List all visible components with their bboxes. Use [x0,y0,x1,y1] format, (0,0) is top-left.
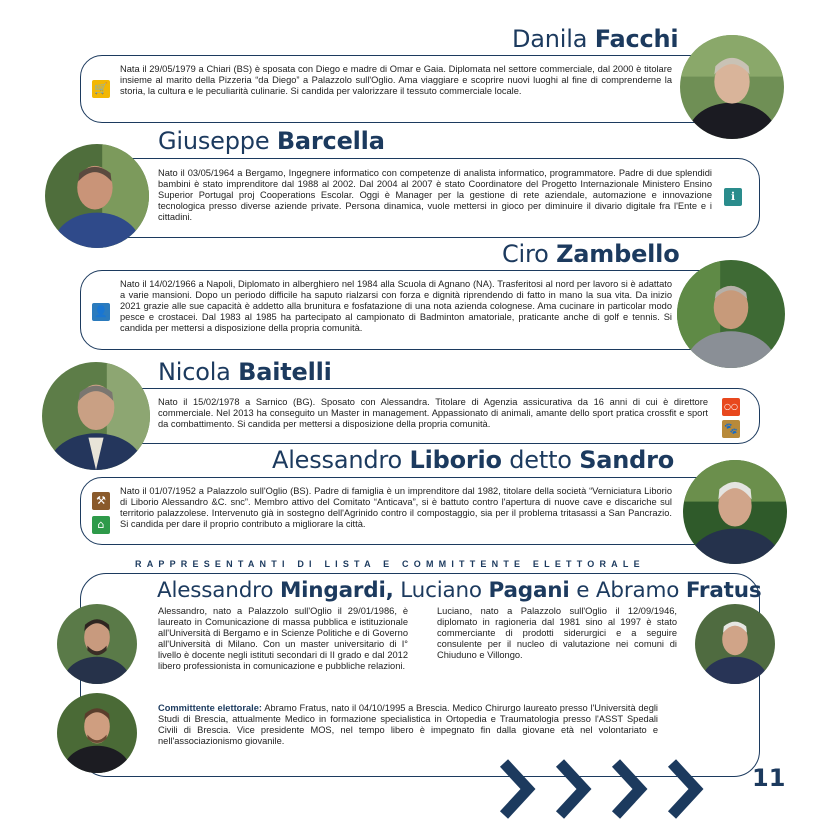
representatives-names [157,578,761,603]
conjunction: e [576,578,590,603]
portrait-photo [42,362,150,470]
person-name [158,358,332,386]
person-name [158,127,385,155]
first-name: Nicola [158,358,231,386]
last-name: Facchi [594,25,679,53]
first-name: Danila [512,25,588,53]
bio-mingardi: Alessandro, nato a Palazzolo sull'Oglio il 29/01/1986, è laureato in Comunicazione di massa pubblica e istituzionale all'Università di Bergamo e in Scienze Politiche e di Governo all'Università di Milano. Con un master universitario di I° livello è docente negli istituti secondari di II grado e dal 2012 libero professionista in comunicazione e pubbliche relazioni. [158,606,408,672]
first-name: Ciro [502,240,549,268]
bio-text: Nato il 03/05/1964 a Bergamo, Ingegnere informatico con competenze di analista informatico, programmatore. Padre di due splendidi bambini è stato imprenditore dal 1988 al 2002. Dal 2004 al 2007 è stato Coordinatore del Progetto Internazionale Ministero Ensino Superior Portugal proj Cooperations Escolar. Oggi è Manager per la gestione di rete aziendale, automazione e innovazione tecnologica presso diverse aziende private. Persona dinamica, vuole mettersi in gioco per diminuire il divario digitale fra l'Ente e i cittadini. [158,168,712,223]
worker-icon: ⚒ [92,492,110,510]
portrait-photo [45,144,149,248]
first-name: Alessandro [157,578,274,603]
last-name: Liborio [409,446,502,474]
portrait-photo-fratus [57,693,137,773]
shopping-cart-icon: 🛒 [92,80,110,98]
bio-text: Nato il 14/02/1966 a Napoli, Diplomato in alberghiero nel 1984 alla Scuola di Agnano (NA). Trasferitosi al nord per lavoro si è adattato a varie mansioni. Dopo un periodo difficile ha saputo rialzarsi con forza e dignità riprendendo di fatto in mano la sua vita. Da inizio 2021 grazie alle sue capacità è addetto alla brunitura e fosfatazione di una nota azienda colognese. Ama cucinare in particolar modo pesce e crostacei. Dal 1983 al 1985 ha partecipato al campionato di Badminton amatoriale, praticante anche di golf e tennis. Si candida per mettersi a disposizione della propria comunità. [120,279,672,334]
portrait-photo [680,35,784,139]
olympic-rings-icon: ○○ [722,398,740,416]
bio-text: Nata il 29/05/1979 a Chiari (BS) è sposata con Diego e madre di Omar e Gaia. Diplomata nel settore commerciale, dal 2000 è titolare insieme al marito della Pizzeria “da Diego” a Palazzolo sull'Oglio. Ama viaggiare e scoprire nuovi luoghi al fine di comprenderne la storia, la cultura e le peculiarità culinarie. Si candida per valorizzare il tessuto commerciale locale. [120,64,672,97]
paw-icon: 🐾 [722,420,740,438]
person-name [502,240,680,268]
last-name: Barcella [276,127,385,155]
nickname: Sandro [579,446,675,474]
fratus-text: Abramo Fratus, nato il 04/10/1995 a Brescia. Medico Chirurgo laureato presso l'Università degli Studi di Brescia, attualmente Medico in formazione specialistica in Ortopedia e Traumatologia presso l'ASST Spedali Civili di Brescia. Vice presidente MOS, nel tempo libero è impegnato fin dalla giovane età nel volontariato e nell'associazionismo giovanile. [158,703,658,747]
person-name [512,25,678,53]
detto-word: detto [509,446,572,474]
home-icon: ⌂ [92,516,110,534]
section-title: RAPPRESENTANTI DI LISTA E COMMITTENTE ELETTORALE [135,559,645,569]
first-name: Abramo [595,578,680,603]
bio-fratus [158,703,658,747]
committente-label: Committente elettorale: [158,703,262,713]
person-name [272,446,674,474]
first-name: Alessandro [272,446,403,474]
portrait-photo-mingardi [57,604,137,684]
bio-text: Nato il 15/02/1978 a Sarnico (BG). Sposato con Alessandra. Titolare di Agenzia assicurativa da 16 anni di cui è direttore commerciale. Nel 2013 ha conseguito un Master in management. Appassionato di animali, amante dello sport pratica crossfit e sport da combattimento. Si candida per mettersi a disposizione della propria comunità. [158,397,708,430]
information-icon: ℹ [724,188,742,206]
last-name: Zambello [556,240,680,268]
last-name: Baitelli [238,358,332,386]
last-name: Pagani [488,578,570,603]
portrait-photo [683,460,787,564]
bio-text: Nato il 01/07/1952 a Palazzolo sull'Oglio (BS). Padre di famiglia è un imprenditore dal 1982, titolare della società “Verniciatura Liborio di Liborio Alessandro &C. snc”. Membro attivo del Comitato “Anticava”, si è battuto contro l'apertura di nuove cave e discariche sul territorio palazzolese. Intervenuto già in sostegno dell'Agrinido contro il compostaggio, sia per il problema tritasassi a San Pancrazio. Si candida per dare il proprio contributo a migliorare la città. [120,486,672,530]
last-name: Mingardi, [279,578,394,603]
chevron-decoration [498,758,728,820]
portrait-photo-pagani [695,604,775,684]
last-name: Fratus [685,578,762,603]
portrait-photo [677,260,785,368]
bio-pagani: Luciano, nato a Palazzolo sull'Oglio il 12/09/1946, diplomato in ragioneria dal 1981 sino al 1997 è stato commerciante di prodotti siderurgici e a seguire consulente per il nucleo di valutazione nei comuni di Chiuduno e Villongo. [437,606,677,661]
page-number: 11 [752,764,786,792]
first-name: Giuseppe [158,127,270,155]
person-icon: 👤 [92,303,110,321]
first-name: Luciano [400,578,482,603]
